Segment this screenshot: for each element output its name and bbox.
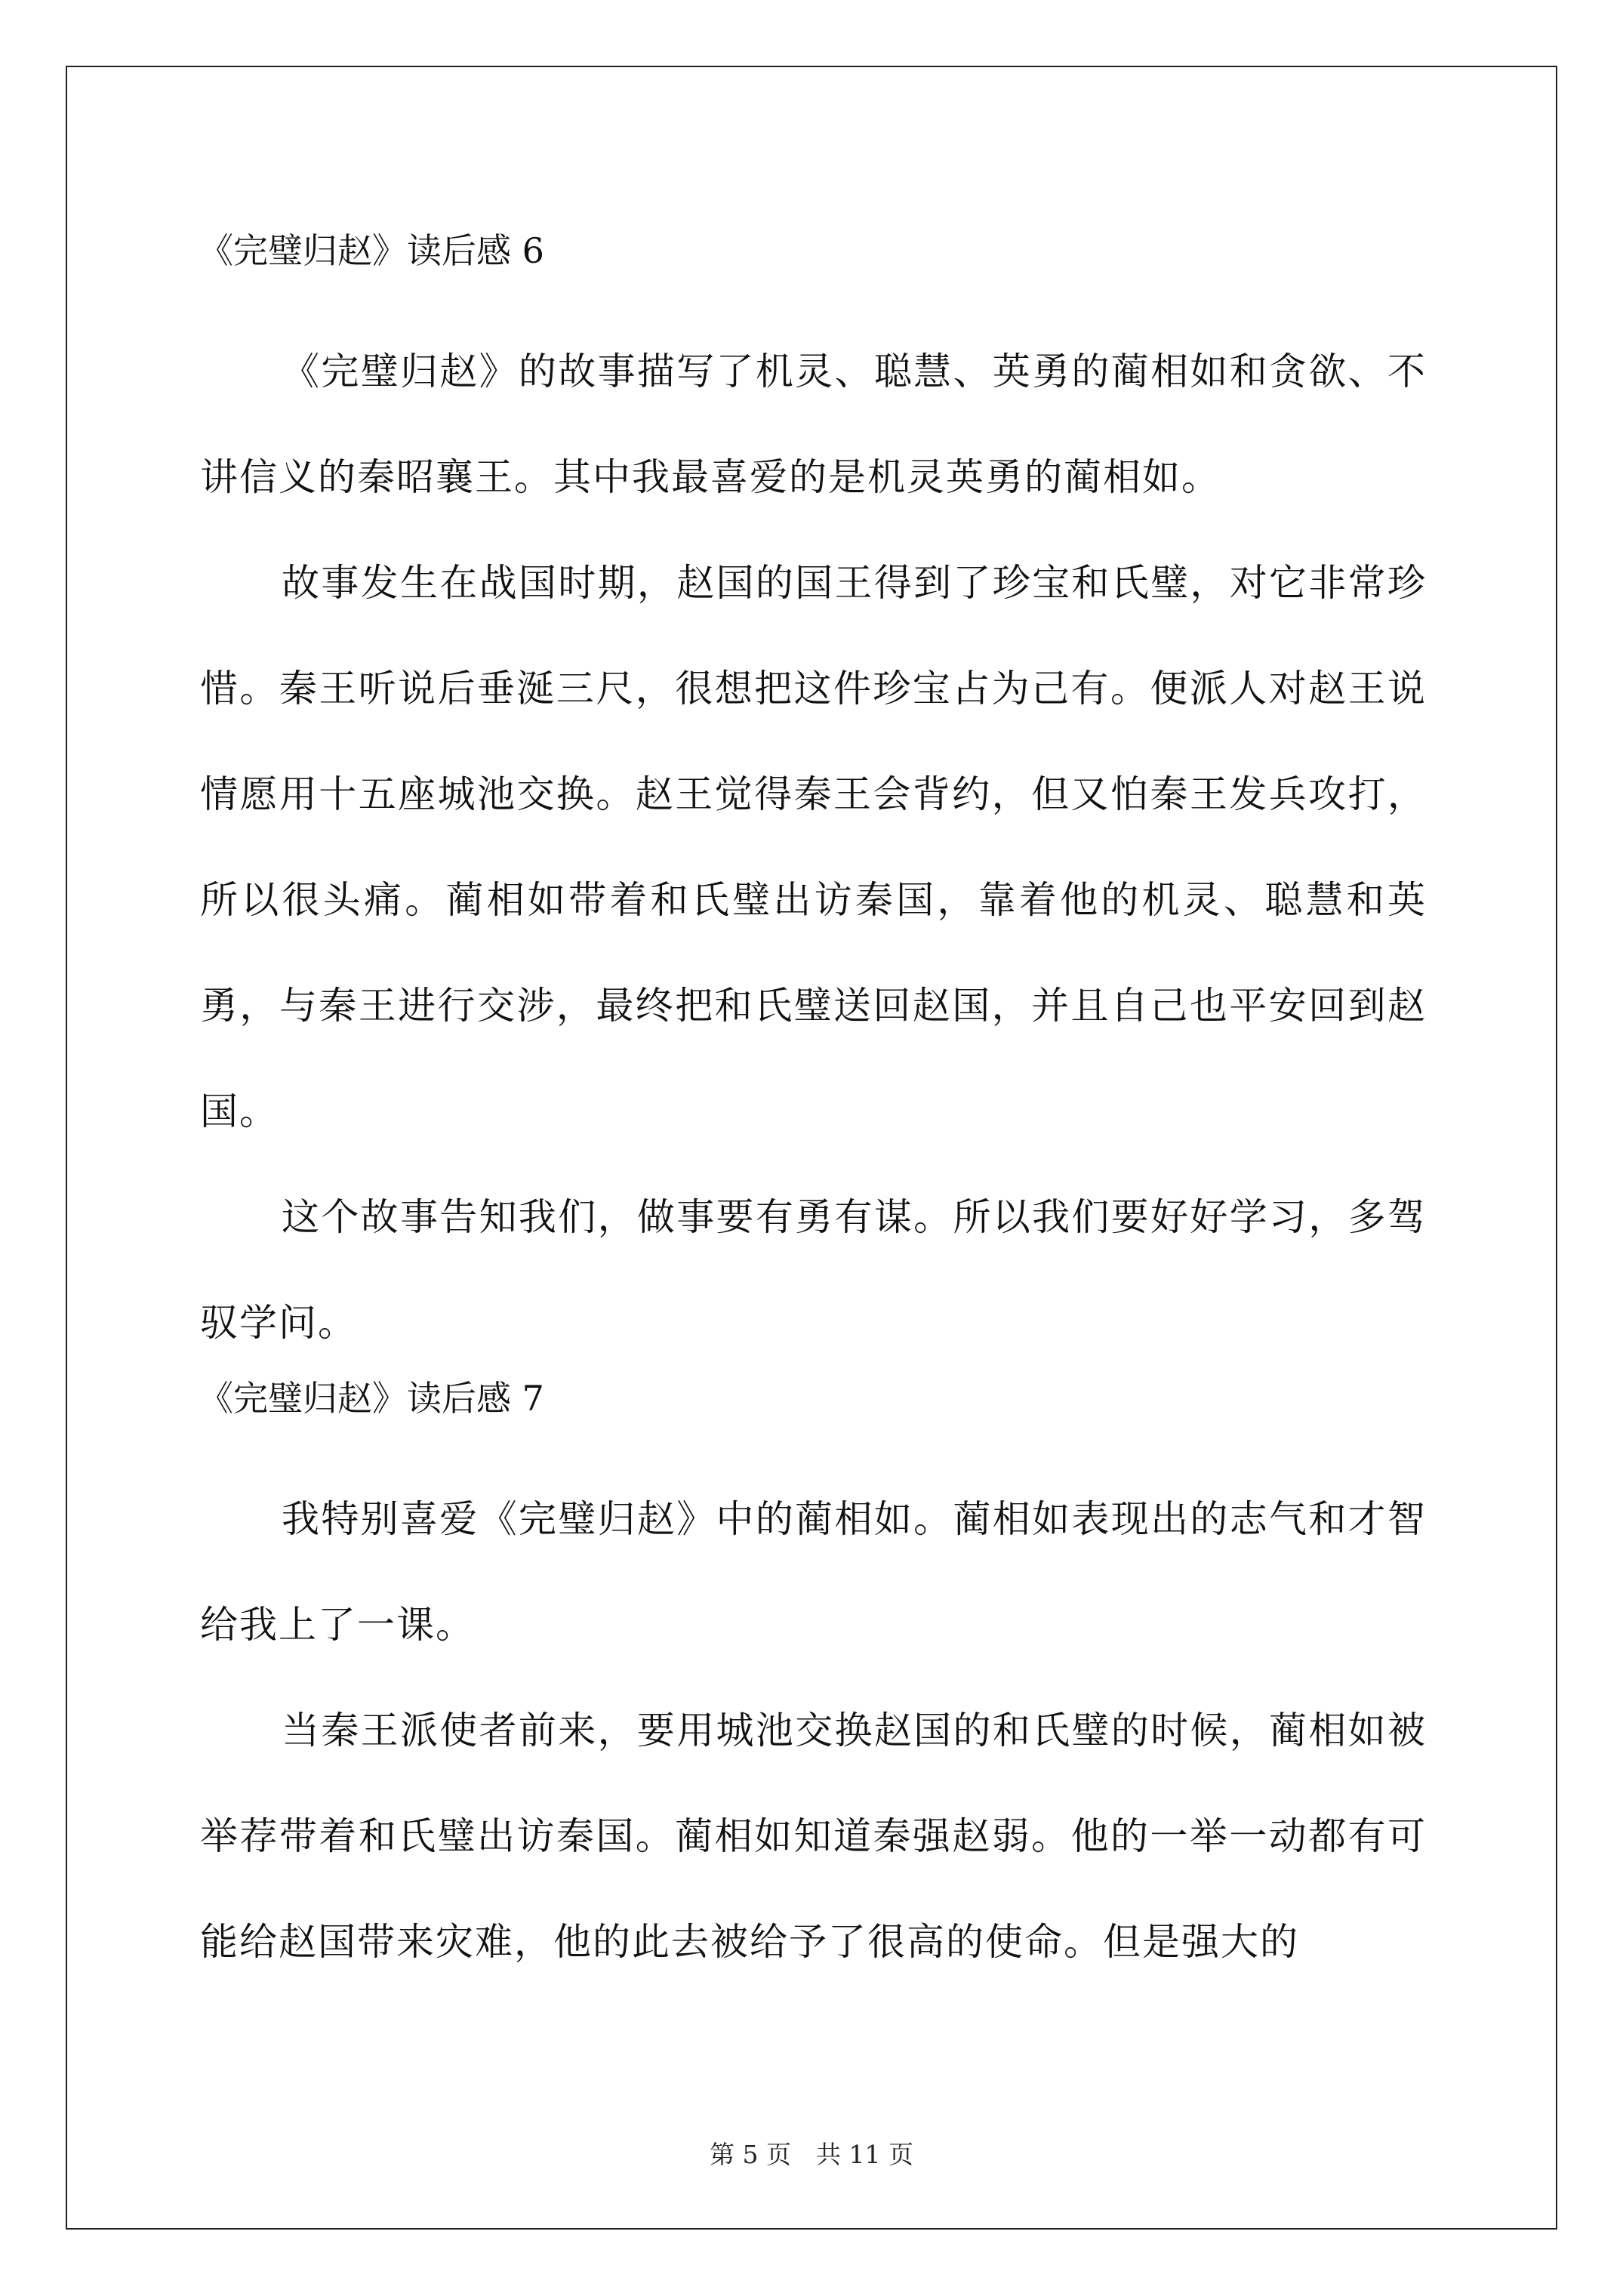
paragraph: 故事发生在战国时期，赵国的国王得到了珍宝和氏璧，对它非常珍惜。秦王听说后垂涎三尺，很想把这件珍宝占为己有。便派人对赵王说情愿用十五座城池交换。赵王觉得秦王会背约，但又怕秦王发兵攻打，所以很头痛。蔺相如带着和氏璧出访秦国，靠着他的机灵、聪慧和英勇，与秦王进行交涉，最终把和氏璧送回赵国，并且自己也平安回到赵国。 xyxy=(200,561,1427,1133)
page-number-footer: 第 5 页 共 11 页 xyxy=(710,2140,913,2169)
paragraph: 当秦王派使者前来，要用城池交换赵国的和氏璧的时候，蔺相如被举荐带着和氏璧出访秦国。蔺相如知道秦强赵弱。他的一举一动都有可能给赵国带来灾难，他的此去被给予了很高的使命。但是强大的 xyxy=(200,1709,1427,1964)
document-body xyxy=(200,213,1427,1995)
section-heading: 《完璧归赵》读后感 6 xyxy=(199,230,544,271)
paragraph: 《完璧归赵》的故事描写了机灵、聪慧、英勇的蔺相如和贪欲、不讲信义的秦昭襄王。其中我最喜爱的是机灵英勇的蔺相如。 xyxy=(200,350,1427,499)
section-heading: 《完璧归赵》读后感 7 xyxy=(199,1378,544,1419)
paragraph: 这个故事告知我们，做事要有勇有谋。所以我们要好好学习，多驾驭学问。 xyxy=(200,1195,1427,1345)
paragraph: 我特别喜爱《完璧归赵》中的蔺相如。蔺相如表现出的志气和才智给我上了一课。 xyxy=(200,1497,1427,1647)
